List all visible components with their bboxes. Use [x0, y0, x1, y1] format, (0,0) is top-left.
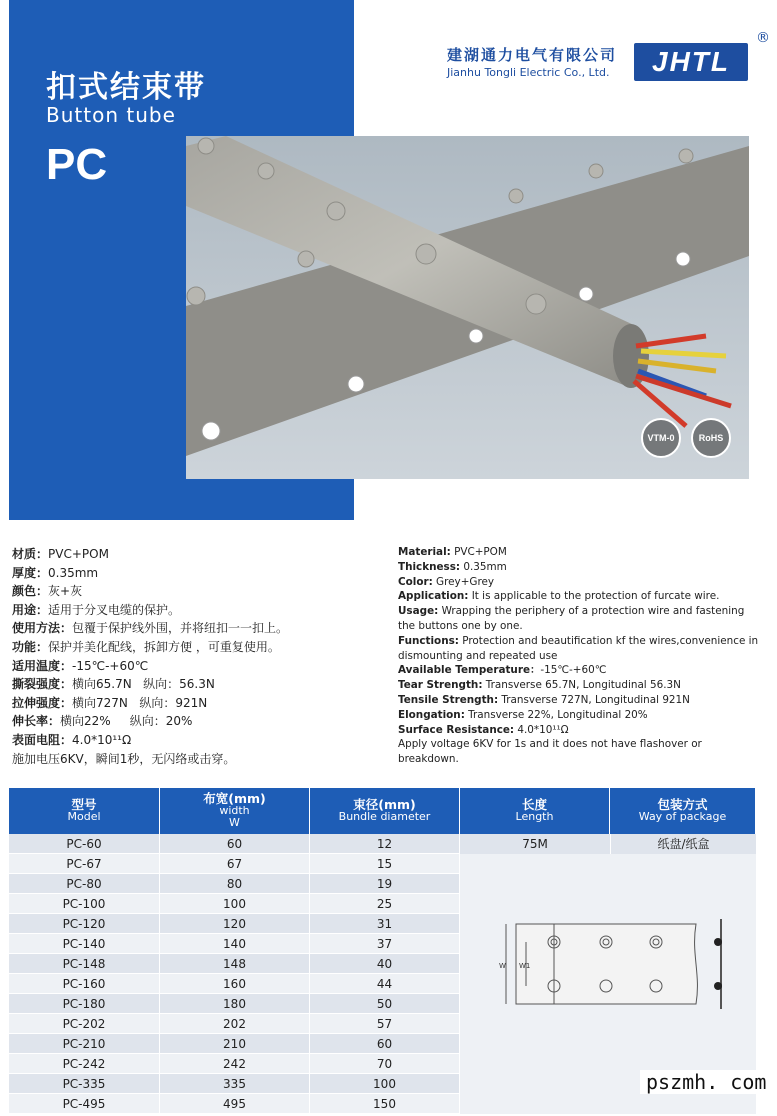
spec-cn-tensile-strength: 拉伸强度：横向727N 纵向：921N [12, 695, 208, 710]
product-model-code: PC [46, 140, 108, 189]
spec-cn-method: 使用方法：包覆于保护线外围，并将纽扣一一扣上。 [12, 621, 289, 636]
table-row: PC-140 140 37 [9, 934, 755, 954]
table-row: PC-100 100 25 [9, 894, 755, 914]
table-row: PC-160 160 44 [9, 974, 755, 994]
spec-en-color: Color: Grey+Grey [398, 575, 495, 588]
watermark-text: pszmh. com [640, 1070, 772, 1094]
length-value: 75M [460, 834, 610, 854]
tube-dimension-diagram [496, 914, 731, 1014]
spec-en-tensile-strength: Tensile Strength: Transverse 727N, Longitudinal 921N [398, 693, 690, 706]
diagram-label-w1: W1 [519, 962, 531, 970]
spec-cn-temperature: 适用温度：-15℃-+60℃ [12, 658, 149, 673]
table-header [9, 788, 755, 834]
spec-cn-elongation: 伸长率：横向22% 纵向：20% [12, 714, 193, 729]
spec-en-surface-resistance: Surface Resistance: 4.0*10¹¹Ω [398, 723, 569, 736]
spec-cn-material: 材质：PVC+POM [12, 547, 109, 561]
table-row: PC-120 120 31 [9, 914, 755, 934]
header-bundle-diameter: 束径(mm) Bundle diameter [310, 788, 460, 834]
spec-en-voltage-note: Apply voltage 6KV for 1s and it does not have flashover or breakdown. [398, 738, 702, 766]
spec-en-temperature: Available Temperature：-15℃-+60℃ [398, 664, 607, 677]
product-title-cn: 扣式结束带 [46, 70, 206, 105]
spec-list-cn [12, 545, 382, 768]
package-value: 纸盘/纸盒 [610, 834, 756, 854]
table-row: PC-180 180 50 [9, 994, 755, 1014]
spec-cn-voltage-note: 施加电压6KV，瞬间1秒，无闪络或击穿。 [12, 751, 236, 766]
table-row: PC-148 148 40 [9, 954, 755, 974]
company-name-en: Jianhu Tongli Electric Co., Ltd. [447, 66, 610, 79]
product-title-en: Button tube [46, 103, 176, 127]
spec-en-material: Material: PVC+POM [398, 546, 507, 558]
spec-en-elongation: Elongation: Transverse 22%, Longitudinal 20% [398, 708, 648, 721]
header-model: 型号 Model [9, 788, 160, 834]
table-row: PC-60 60 12 [9, 834, 755, 854]
table-row: PC-210 210 60 [9, 1034, 755, 1054]
spec-en-functions: Functions: Protection and beautification kf the wires,convenience in dismounting and repeated use [398, 634, 759, 662]
rohs-badge: RoHS [691, 418, 731, 458]
spec-cn-usage: 用途：适用于分叉电缆的保护。 [12, 602, 181, 617]
spec-en-application: Application: It is applicable to the protection of furcate wire. [398, 590, 720, 603]
spec-table [9, 788, 755, 1114]
diagram-label-w: W [499, 962, 506, 970]
header-width: 布宽(mm) width W [160, 788, 310, 834]
company-name-cn: 建湖通力电气有限公司 [447, 46, 618, 64]
table-row: PC-202 202 57 [9, 1014, 755, 1034]
registered-mark: ® [756, 30, 770, 46]
spec-cn-tear-strength: 撕裂强度：横向65.7N 纵向：56.3N [12, 677, 215, 692]
table-row: PC-67 67 15 [9, 854, 755, 874]
product-photo [186, 136, 749, 479]
spec-en-tear-strength: Tear Strength: Transverse 65.7N, Longitudinal 56.3N [398, 679, 681, 692]
table-row: PC-495 495 150 [9, 1094, 755, 1114]
spec-cn-function: 功能：保护并美化配线，拆卸方便 ，可重复使用。 [12, 639, 280, 654]
company-logo [634, 43, 748, 81]
spec-cn-thickness: 厚度：0.35mm [12, 565, 99, 580]
spec-en-thickness: Thickness: 0.35mm [398, 560, 507, 573]
table-row: PC-335 335 100 [9, 1074, 755, 1094]
spec-cn-surface-resistance: 表面电阻：4.0*10¹¹Ω [12, 732, 132, 747]
spec-en-usage: Usage: Wrapping the periphery of a protection wire and fastening the buttons one by one. [398, 605, 745, 632]
vtm0-badge: VTM-0 [641, 418, 681, 458]
table-row: PC-80 80 19 [9, 874, 755, 894]
header-length: 长度 Length [460, 788, 610, 834]
spec-cn-color: 颜色：灰+灰 [12, 584, 83, 599]
logo-text: JHTL [652, 46, 730, 77]
spec-list-en [398, 545, 760, 767]
header-package: 包装方式 Way of package [610, 788, 755, 834]
table-row: PC-242 242 70 [9, 1054, 755, 1074]
